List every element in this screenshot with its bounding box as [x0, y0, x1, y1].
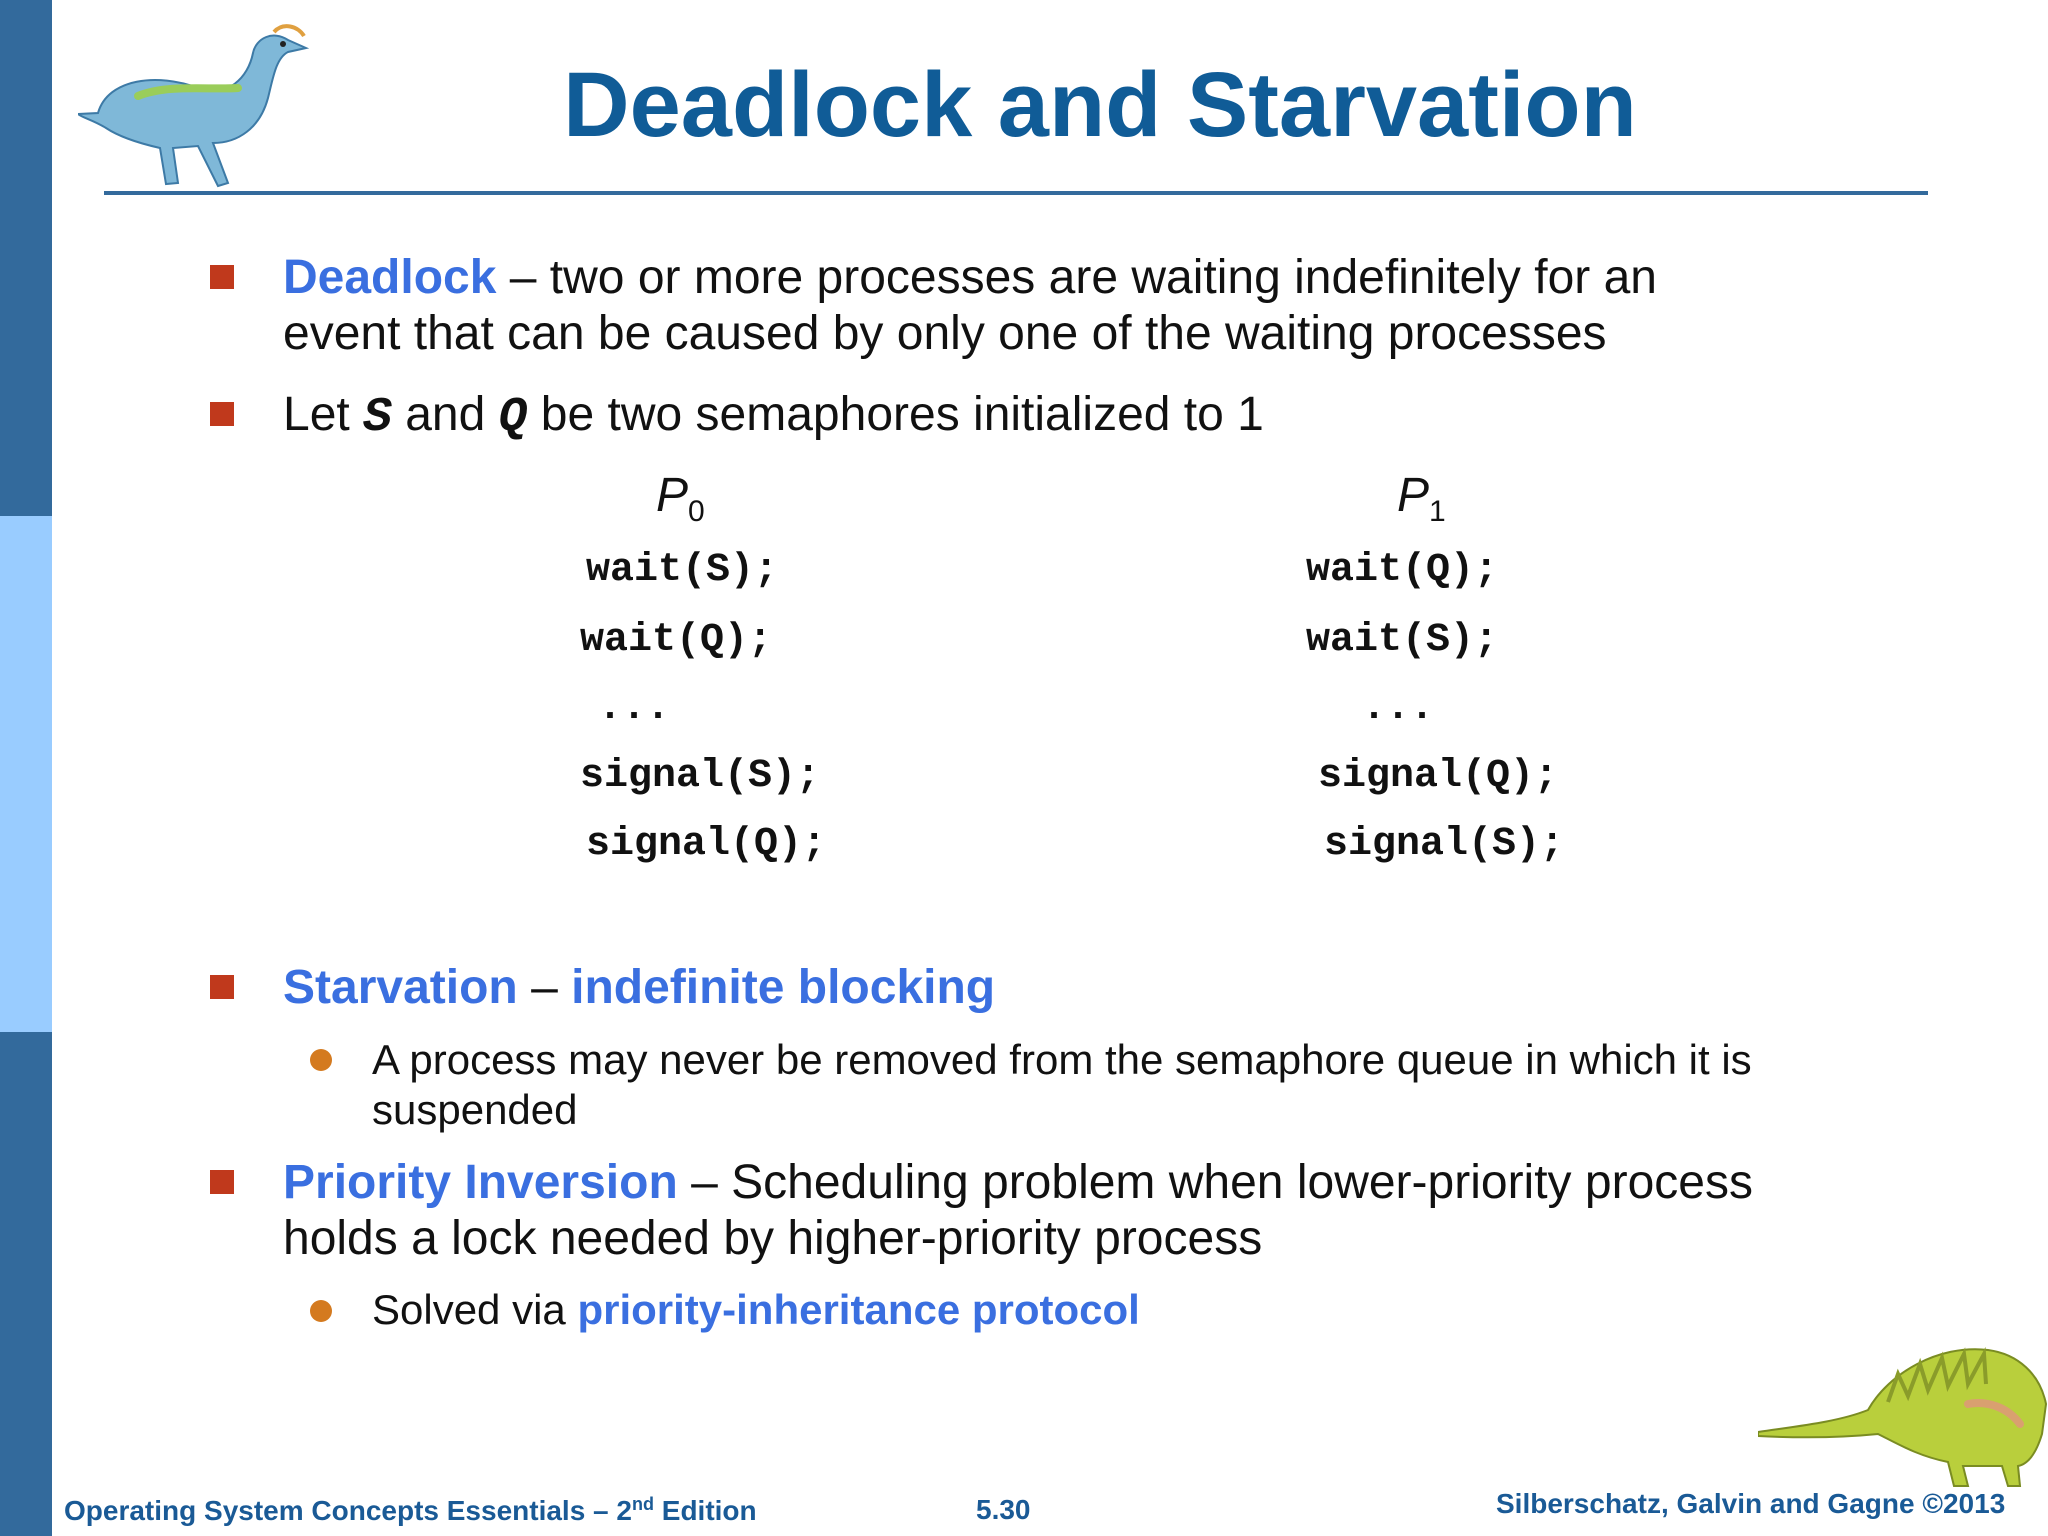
- code-line: wait(S);: [1306, 618, 1499, 663]
- code-line: ...: [1362, 686, 1435, 731]
- starvation-description: indefinite blocking: [571, 961, 996, 1014]
- bullet-starvation: Starvation – indefinite blocking: [283, 961, 996, 1014]
- code-line: signal(S);: [580, 754, 821, 799]
- process-p1-label: $P_1$: [1397, 469, 1446, 528]
- var-s: S: [363, 391, 392, 445]
- dinosaur-logo-top-icon: [78, 18, 318, 190]
- footer-book-title: Operating System Concepts Essentials – 2nd Edition: [64, 1494, 757, 1526]
- var-q: Q: [498, 391, 528, 445]
- bullet-dot-icon: [310, 1300, 332, 1322]
- footer-page-number: 5.30: [976, 1494, 1031, 1525]
- bullet-square-icon: [210, 1170, 234, 1194]
- deadlock-definition-line2: event that can be caused by only one of the waiting processes: [283, 307, 1607, 360]
- slide-title: Deadlock and Starvation: [563, 54, 1637, 156]
- bullet-starvation-detail: A process may never be removed from the semaphore queue in which it is suspended: [372, 1036, 1752, 1133]
- bullet-priority-inversion: Priority Inversion – Scheduling problem when lower-priority process holds a lock needed by higher-priority process: [283, 1156, 1753, 1265]
- bullet-square-icon: [210, 975, 234, 999]
- process-p0-label: $P_0$: [656, 469, 705, 528]
- sidebar-top-segment: [0, 0, 52, 516]
- code-line: ...: [598, 686, 671, 731]
- left-sidebar: [0, 0, 52, 1536]
- title-underline: [104, 191, 1928, 195]
- term-priority-inversion: Priority Inversion: [283, 1156, 678, 1209]
- bullet-priority-solution: Solved via priority-inheritance protocol: [372, 1286, 1140, 1333]
- bullet-dot-icon: [310, 1049, 332, 1071]
- sidebar-bottom-segment: [0, 1032, 52, 1536]
- dinosaur-logo-bottom-icon: [1758, 1314, 2048, 1490]
- term-deadlock: Deadlock: [283, 251, 497, 304]
- code-line: wait(Q);: [580, 618, 773, 663]
- bullet-semaphores: Let S and Q be two semaphores initialized to 1: [283, 388, 1264, 445]
- deadlock-definition-line1: – two or more processes are waiting indefinitely for an: [496, 251, 1657, 304]
- bullet-square-icon: [210, 402, 234, 426]
- code-line: signal(Q);: [586, 822, 827, 867]
- code-line: signal(S);: [1324, 822, 1565, 867]
- bullet-square-icon: [210, 265, 234, 289]
- term-priority-inheritance: priority-inheritance protocol: [577, 1286, 1140, 1333]
- code-line: wait(S);: [586, 548, 779, 593]
- footer-authors: Silberschatz, Galvin and Gagne ©2013: [1496, 1488, 2006, 1519]
- code-line: signal(Q);: [1318, 754, 1559, 799]
- code-line: wait(Q);: [1306, 548, 1499, 593]
- sidebar-middle-segment: [0, 516, 52, 1032]
- term-starvation: Starvation: [283, 961, 518, 1014]
- bullet-deadlock: [283, 250, 1903, 362]
